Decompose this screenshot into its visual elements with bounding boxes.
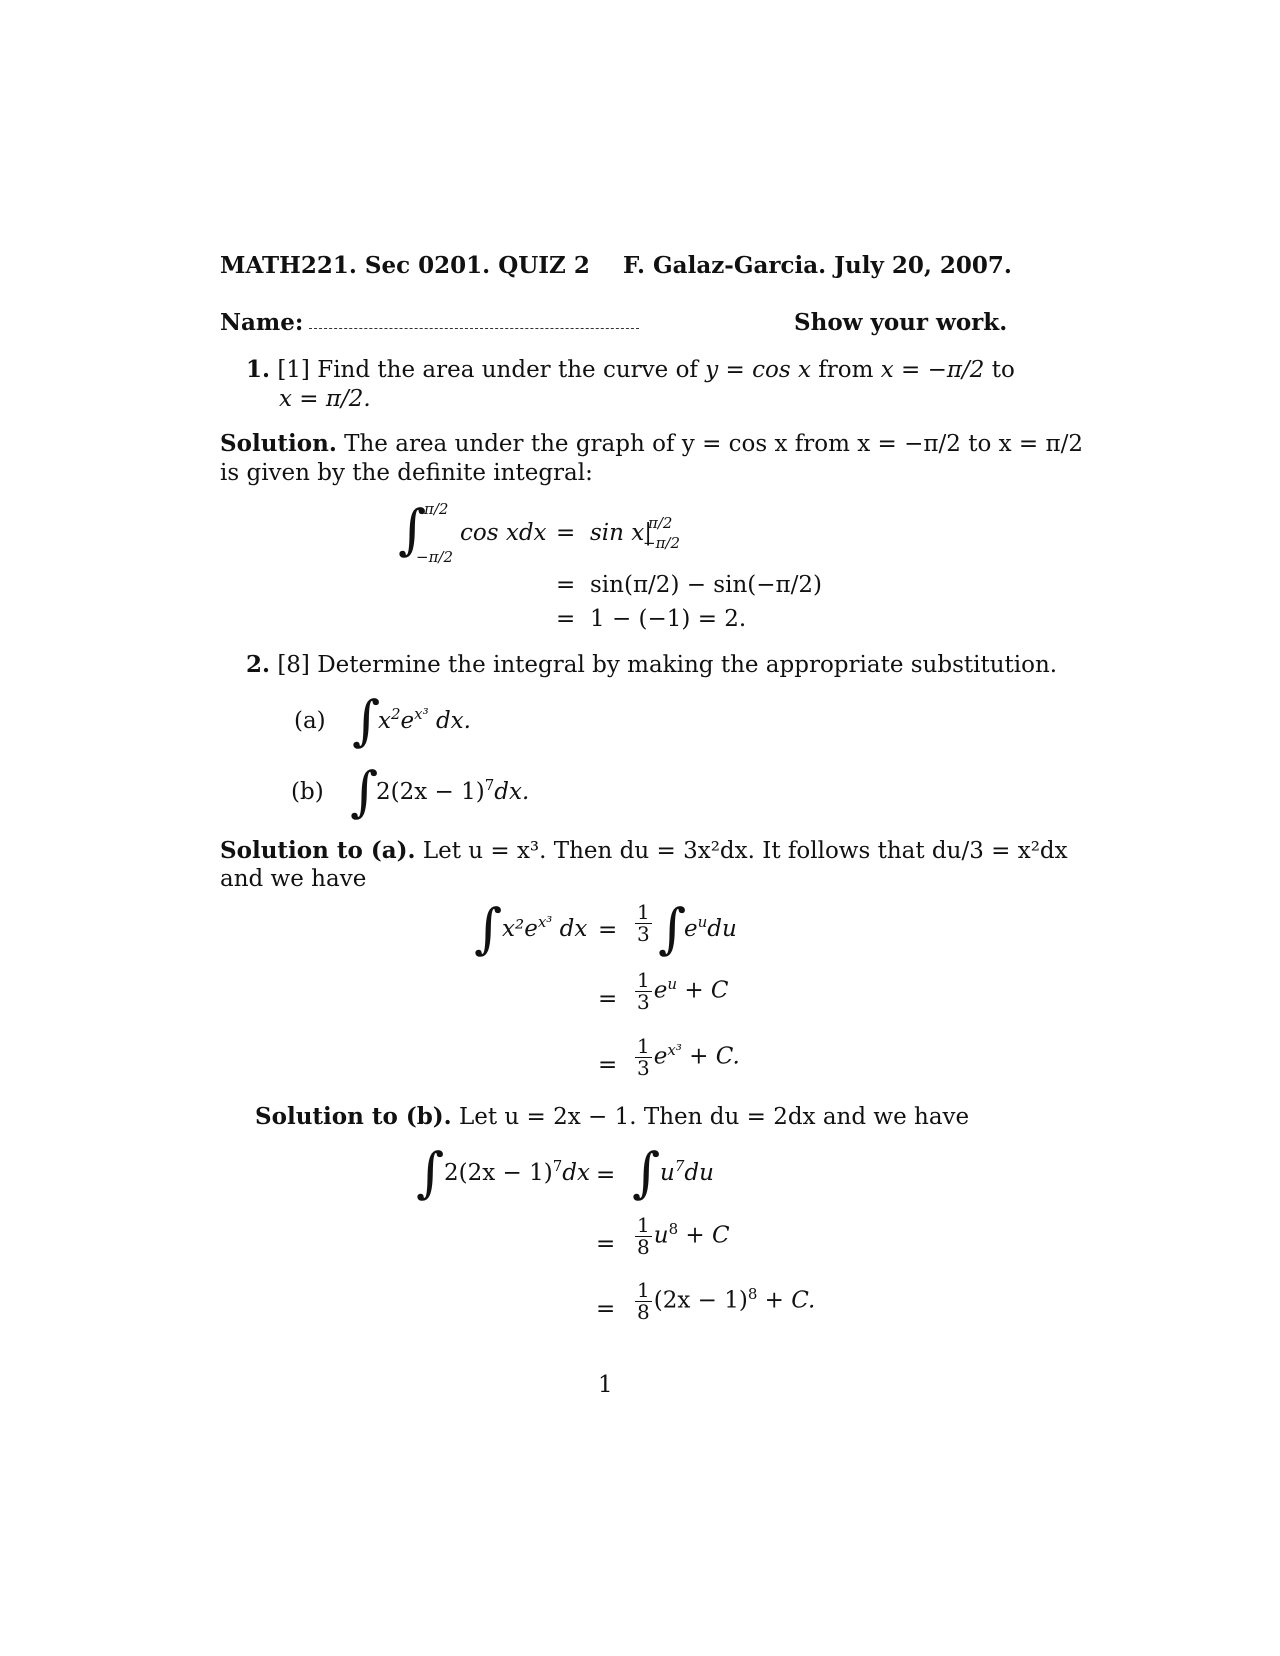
q2a-integral-sign: ∫ [352,689,381,752]
solb-integral-lhs: ∫ [416,1141,445,1204]
author-date: F. Galaz-Garcia. July 20, 2007. [623,252,1012,279]
solb-step3 [633,1280,815,1323]
q2b-label: (b) [291,779,324,805]
sola-lhs-exp: x³ [537,913,553,931]
sol1-lhs: cos xdx [460,520,547,546]
solb-lhs-dx: dx [562,1160,590,1186]
sola-frac-3-num: 1 [637,1034,650,1058]
sola-lhs-dx: dx [559,916,588,942]
solb-lhs-base: 2(2x − 1) [444,1160,553,1186]
sola-step1-tail [684,913,737,942]
q1-number: 1. [246,356,271,383]
sola-integral-rhs: ∫ [658,897,687,960]
q2a-expr [378,705,471,734]
q1-line2: x = π/2. [279,386,371,412]
sola-frac-2 [635,970,652,1013]
solution-a-line2: and we have [220,866,367,892]
q2a-dx: dx. [435,708,471,734]
sola-step1-e: e [684,916,698,942]
solb-integral-rhs: ∫ [632,1141,661,1204]
q2-points: [8] [277,652,310,678]
sola-step3-rest: + C. [681,1043,740,1070]
q1-text-1: Find the area under the curve of [317,357,698,383]
integral-upper-limit: π/2 [424,500,449,518]
integral-lower-limit: −π/2 [416,548,454,566]
q1-eq-1: y = cos x [705,357,811,383]
solution-b-line1 [255,1103,969,1130]
q2-text: Determine the integral by making the appropriate substitution. [317,652,1058,678]
q2b-integral-sign: ∫ [350,760,379,823]
integral-sign: ∫ [398,498,427,561]
solution-b-heading: Solution to (b). [255,1103,452,1130]
solution-1-line2: is given by the definite integral: [220,460,593,486]
solb-step1-u: u [660,1160,675,1186]
sola-eq-3: = [598,1052,618,1078]
sola-step1 [633,902,654,945]
q2a-e: e [400,708,415,734]
solb-eq-2: = [596,1231,616,1257]
sola-frac-2-num: 1 [637,968,650,992]
sola-lhs-base: x²e [502,916,538,942]
sola-integral-lhs: ∫ [474,897,503,960]
solb-lhs-exp: 7 [552,1157,563,1175]
q2-number: 2. [246,651,271,678]
sola-step2-exp: u [667,974,678,993]
sol1-step2: sin(π/2) − sin(−π/2) [590,572,822,598]
solb-frac-1-num: 1 [637,1213,650,1237]
solb-step3-base: (2x − 1) [653,1287,748,1314]
q2b-base: 2(2x − 1) [376,779,485,805]
name-blank [309,309,639,335]
sola-eq-1: = [598,917,618,943]
name-label [220,309,303,336]
q2b-expr [376,776,530,805]
solb-step3-exp: 8 [747,1284,758,1303]
sol1-step3: 1 − (−1) = 2. [590,606,747,632]
solution-a-heading: Solution to (a). [220,837,416,864]
sola-step2-rest: + C [677,977,729,1004]
q2a-exp2: x³ [414,705,429,723]
q1-points: [1] [277,357,310,383]
sola-step1-du: du [707,916,737,942]
sola-eq-2: = [598,986,618,1012]
sol1-step1-upper: π/2 [648,514,673,532]
sola-frac-1 [635,902,652,945]
show-work: Show your work. [794,309,1008,336]
solb-step2-rest: + C [678,1222,730,1249]
solb-step2-exp: 8 [668,1219,679,1238]
sola-lhs [502,913,588,942]
solution-1-heading: Solution. [220,430,337,457]
q2b-dx: dx. [494,779,530,805]
name-label-text: Name: [220,309,304,336]
solution-b-text: Let u = 2x − 1. Then du = 2dx and we have [458,1104,970,1130]
solb-step2 [633,1215,730,1258]
solution-a-line1 [220,837,1068,864]
q2b-exp: 7 [484,776,495,794]
sol1-eq-1: = [556,520,576,546]
q1-text-2: from [818,357,874,383]
solb-step3-rest: + C. [757,1287,816,1314]
sola-frac-1-num: 1 [637,900,650,924]
sola-step2-e: e [653,977,668,1004]
q2a-label: (a) [294,708,326,734]
solb-step1 [660,1157,714,1186]
sola-frac-1-den: 3 [637,922,650,946]
quiz-title: MATH221. Sec 0201. QUIZ 2 [220,252,590,279]
solb-lhs [444,1157,590,1186]
solb-frac-1 [635,1215,652,1258]
solb-step2-u: u [653,1222,669,1249]
solb-frac-2-den: 8 [637,1300,650,1324]
sola-step2 [633,970,729,1013]
solb-step1-du: du [684,1160,714,1186]
sola-step1-exp: u [697,913,708,931]
sola-step3 [633,1036,740,1079]
page-number: 1 [598,1372,613,1398]
sol1-eq-3: = [556,606,576,632]
question-1 [246,356,1015,383]
solb-frac-2-num: 1 [637,1278,650,1302]
solb-eq-3: = [596,1296,616,1322]
solb-frac-1-den: 8 [637,1235,650,1259]
sola-step3-exp: x³ [667,1040,682,1059]
sol1-step1-lower: −π/2 [643,534,681,552]
sola-frac-3 [635,1036,652,1079]
q1-eq-2: x = −π/2 [880,357,985,383]
solb-eq-1: = [596,1162,616,1188]
solution-1-text1: The area under the graph of y = cos x from x = −π/2 to x = π/2 [344,431,1083,457]
sola-step3-e: e [653,1043,668,1070]
question-2 [246,651,1057,678]
solution-a-text1: Let u = x³. Then du = 3x²dx. It follows that du/3 = x²dx [422,838,1068,864]
solution-1-line1 [220,430,1083,457]
sola-frac-3-den: 3 [637,1056,650,1080]
sol1-eq-2: = [556,572,576,598]
sola-frac-2-den: 3 [637,990,650,1014]
sol1-step1-main: sin x| [590,520,653,546]
q2a-exp1: 2 [390,705,401,723]
q1-text-3: to [991,357,1015,383]
solb-step1-exp: 7 [674,1157,685,1175]
q2a-x: x [378,708,391,734]
solb-frac-2 [635,1280,652,1323]
